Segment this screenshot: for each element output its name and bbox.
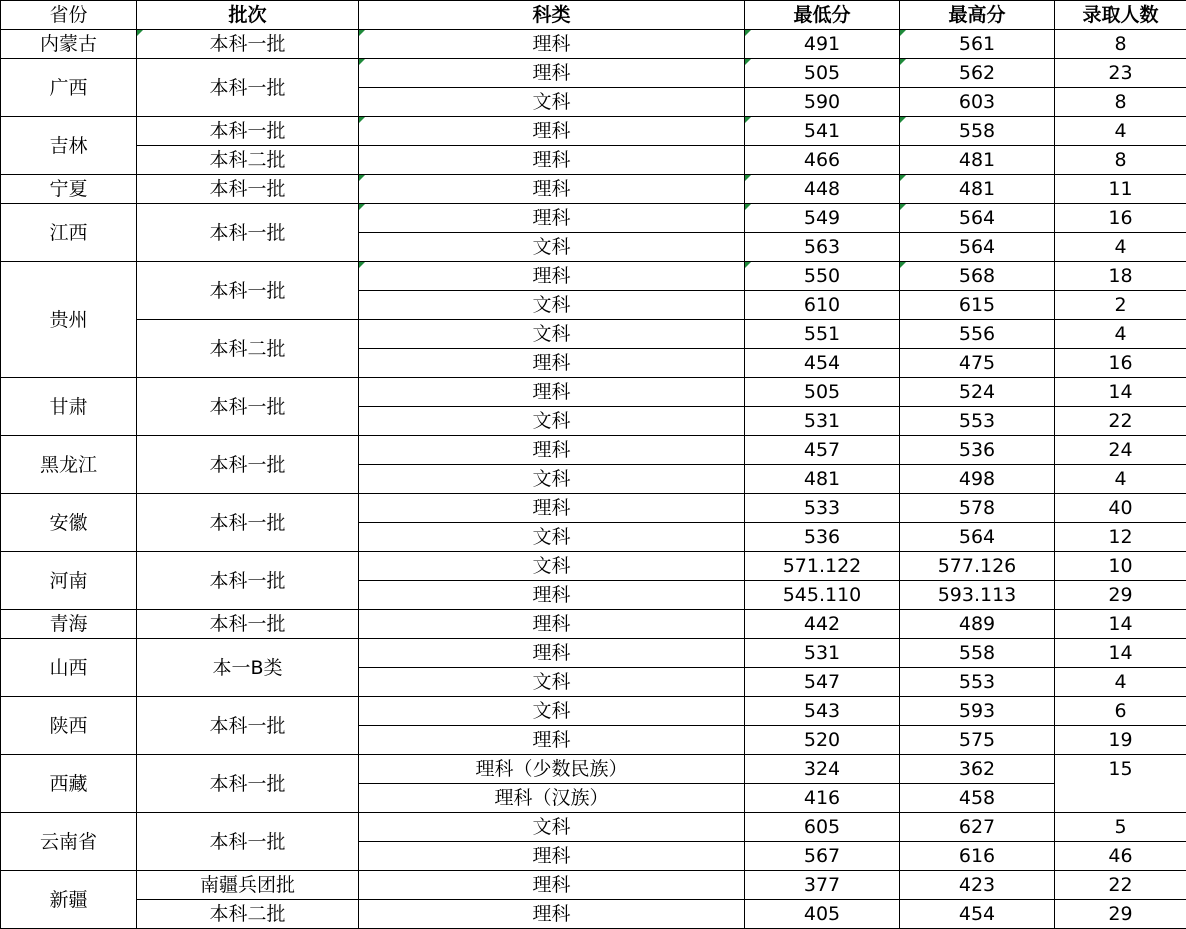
min-score-cell: 531 <box>745 639 900 668</box>
header-subject: 科类 <box>359 1 745 30</box>
subject-cell: 文科 <box>359 813 745 842</box>
province-cell: 贵州 <box>1 262 137 378</box>
max-score-cell: 615 <box>900 291 1055 320</box>
table-row <box>1 262 1186 291</box>
batch-cell: 本科一批 <box>137 117 359 146</box>
province-cell: 青海 <box>1 610 137 639</box>
count-cell: 16 <box>1055 204 1186 233</box>
max-score-cell: 481 <box>900 146 1055 175</box>
province-cell: 云南省 <box>1 813 137 871</box>
batch-cell: 本科一批 <box>137 755 359 813</box>
subject-cell: 理科 <box>359 262 745 291</box>
batch-cell: 本科一批 <box>137 697 359 755</box>
min-score-cell: 545.110 <box>745 581 900 610</box>
min-score-cell: 481 <box>745 465 900 494</box>
count-cell: 8 <box>1055 146 1186 175</box>
count-cell: 29 <box>1055 581 1186 610</box>
province-cell: 西藏 <box>1 755 137 813</box>
min-score-cell: 541 <box>745 117 900 146</box>
province-cell: 山西 <box>1 639 137 697</box>
batch-cell: 本科一批 <box>137 175 359 204</box>
province-cell: 内蒙古 <box>1 30 137 59</box>
max-score-cell: 627 <box>900 813 1055 842</box>
count-cell: 18 <box>1055 262 1186 291</box>
max-score-cell: 568 <box>900 262 1055 291</box>
count-cell: 40 <box>1055 494 1186 523</box>
max-score-cell: 564 <box>900 233 1055 262</box>
batch-cell: 本科二批 <box>137 900 359 929</box>
subject-cell: 理科 <box>359 871 745 900</box>
subject-cell: 理科 <box>359 30 745 59</box>
min-score-cell: 416 <box>745 784 900 813</box>
subject-cell: 理科 <box>359 900 745 929</box>
count-cell: 46 <box>1055 842 1186 871</box>
count-cell: 12 <box>1055 523 1186 552</box>
province-cell: 江西 <box>1 204 137 262</box>
subject-cell: 理科 <box>359 117 745 146</box>
count-cell: 22 <box>1055 871 1186 900</box>
subject-cell: 理科 <box>359 639 745 668</box>
min-score-cell: 547 <box>745 668 900 697</box>
min-score-cell: 466 <box>745 146 900 175</box>
table-row <box>1 494 1186 523</box>
min-score-cell: 571.122 <box>745 552 900 581</box>
min-score-cell: 442 <box>745 610 900 639</box>
count-cell: 14 <box>1055 610 1186 639</box>
header-admitted-count: 录取人数 <box>1055 1 1186 30</box>
count-cell: 22 <box>1055 407 1186 436</box>
table-row <box>1 436 1186 465</box>
subject-cell: 文科 <box>359 668 745 697</box>
min-score-cell: 536 <box>745 523 900 552</box>
subject-cell: 理科 <box>359 494 745 523</box>
subject-cell: 理科 <box>359 59 745 88</box>
max-score-cell: 593 <box>900 697 1055 726</box>
batch-cell: 本科一批 <box>137 494 359 552</box>
count-cell: 15 <box>1055 755 1186 813</box>
max-score-cell: 603 <box>900 88 1055 117</box>
count-cell: 2 <box>1055 291 1186 320</box>
max-score-cell: 564 <box>900 204 1055 233</box>
min-score-cell: 610 <box>745 291 900 320</box>
subject-cell: 理科 <box>359 726 745 755</box>
count-cell: 11 <box>1055 175 1186 204</box>
min-score-cell: 567 <box>745 842 900 871</box>
max-score-cell: 475 <box>900 349 1055 378</box>
batch-cell: 本科一批 <box>137 436 359 494</box>
max-score-cell: 362 <box>900 755 1055 784</box>
min-score-cell: 454 <box>745 349 900 378</box>
min-score-cell: 457 <box>745 436 900 465</box>
max-score-cell: 561 <box>900 30 1055 59</box>
min-score-cell: 563 <box>745 233 900 262</box>
subject-cell: 理科 <box>359 175 745 204</box>
count-cell: 14 <box>1055 378 1186 407</box>
min-score-cell: 520 <box>745 726 900 755</box>
max-score-cell: 423 <box>900 871 1055 900</box>
min-score-cell: 543 <box>745 697 900 726</box>
subject-cell: 文科 <box>359 407 745 436</box>
subject-cell: 理科 <box>359 204 745 233</box>
min-score-cell: 377 <box>745 871 900 900</box>
max-score-cell: 556 <box>900 320 1055 349</box>
count-cell: 24 <box>1055 436 1186 465</box>
subject-cell: 文科 <box>359 465 745 494</box>
batch-cell: 本科一批 <box>137 813 359 871</box>
subject-cell: 理科 <box>359 349 745 378</box>
province-cell: 河南 <box>1 552 137 610</box>
count-cell: 8 <box>1055 88 1186 117</box>
header-min-score: 最低分 <box>745 1 900 30</box>
max-score-cell: 575 <box>900 726 1055 755</box>
count-cell: 14 <box>1055 639 1186 668</box>
subject-cell: 文科 <box>359 88 745 117</box>
batch-cell: 本一B类 <box>137 639 359 697</box>
table-row <box>1 59 1186 88</box>
subject-cell: 理科 <box>359 581 745 610</box>
max-score-cell: 577.126 <box>900 552 1055 581</box>
subject-cell: 理科 <box>359 436 745 465</box>
batch-cell: 本科一批 <box>137 378 359 436</box>
min-score-cell: 505 <box>745 378 900 407</box>
table-row <box>1 175 1186 204</box>
min-score-cell: 590 <box>745 88 900 117</box>
table-row <box>1 552 1186 581</box>
table-row <box>1 378 1186 407</box>
max-score-cell: 593.113 <box>900 581 1055 610</box>
province-cell: 陕西 <box>1 697 137 755</box>
subject-cell: 理科（汉族） <box>359 784 745 813</box>
province-cell: 黑龙江 <box>1 436 137 494</box>
province-cell: 吉林 <box>1 117 137 175</box>
max-score-cell: 489 <box>900 610 1055 639</box>
count-cell: 23 <box>1055 59 1186 88</box>
count-cell: 8 <box>1055 30 1186 59</box>
max-score-cell: 553 <box>900 407 1055 436</box>
count-cell: 4 <box>1055 668 1186 697</box>
max-score-cell: 454 <box>900 900 1055 929</box>
count-cell: 16 <box>1055 349 1186 378</box>
batch-cell: 本科一批 <box>137 262 359 320</box>
batch-cell: 本科一批 <box>137 610 359 639</box>
count-cell: 4 <box>1055 465 1186 494</box>
table-row <box>1 320 1186 349</box>
min-score-cell: 491 <box>745 30 900 59</box>
batch-cell: 本科一批 <box>137 204 359 262</box>
min-score-cell: 533 <box>745 494 900 523</box>
table-row <box>1 610 1186 639</box>
header-province: 省份 <box>1 1 137 30</box>
batch-cell: 南疆兵团批 <box>137 871 359 900</box>
subject-cell: 理科 <box>359 610 745 639</box>
subject-cell: 理科（少数民族） <box>359 755 745 784</box>
max-score-cell: 564 <box>900 523 1055 552</box>
header-max-score: 最高分 <box>900 1 1055 30</box>
min-score-cell: 448 <box>745 175 900 204</box>
min-score-cell: 605 <box>745 813 900 842</box>
count-cell: 10 <box>1055 552 1186 581</box>
max-score-cell: 536 <box>900 436 1055 465</box>
subject-cell: 理科 <box>359 842 745 871</box>
min-score-cell: 531 <box>745 407 900 436</box>
max-score-cell: 553 <box>900 668 1055 697</box>
subject-cell: 文科 <box>359 552 745 581</box>
table-row <box>1 697 1186 726</box>
subject-cell: 文科 <box>359 233 745 262</box>
count-cell: 29 <box>1055 900 1186 929</box>
max-score-cell: 481 <box>900 175 1055 204</box>
subject-cell: 文科 <box>359 697 745 726</box>
min-score-cell: 505 <box>745 59 900 88</box>
batch-cell: 本科一批 <box>137 552 359 610</box>
batch-cell: 本科二批 <box>137 320 359 378</box>
min-score-cell: 551 <box>745 320 900 349</box>
table-row <box>1 900 1186 929</box>
max-score-cell: 562 <box>900 59 1055 88</box>
province-cell: 甘肃 <box>1 378 137 436</box>
min-score-cell: 324 <box>745 755 900 784</box>
batch-cell: 本科二批 <box>137 146 359 175</box>
max-score-cell: 524 <box>900 378 1055 407</box>
batch-cell: 本科一批 <box>137 30 359 59</box>
count-cell: 5 <box>1055 813 1186 842</box>
table-row <box>1 871 1186 900</box>
min-score-cell: 405 <box>745 900 900 929</box>
subject-cell: 文科 <box>359 291 745 320</box>
max-score-cell: 578 <box>900 494 1055 523</box>
count-cell: 4 <box>1055 233 1186 262</box>
max-score-cell: 498 <box>900 465 1055 494</box>
max-score-cell: 558 <box>900 117 1055 146</box>
min-score-cell: 549 <box>745 204 900 233</box>
min-score-cell: 550 <box>745 262 900 291</box>
max-score-cell: 458 <box>900 784 1055 813</box>
count-cell: 6 <box>1055 697 1186 726</box>
max-score-cell: 558 <box>900 639 1055 668</box>
header-batch: 批次 <box>137 1 359 30</box>
max-score-cell: 616 <box>900 842 1055 871</box>
table-row <box>1 204 1186 233</box>
province-cell: 宁夏 <box>1 175 137 204</box>
province-cell: 安徽 <box>1 494 137 552</box>
province-cell: 新疆 <box>1 871 137 929</box>
province-cell: 广西 <box>1 59 137 117</box>
subject-cell: 理科 <box>359 146 745 175</box>
table-row <box>1 30 1186 59</box>
header-row <box>1 1 1186 30</box>
subject-cell: 文科 <box>359 320 745 349</box>
table-row <box>1 639 1186 668</box>
count-cell: 4 <box>1055 117 1186 146</box>
count-cell: 4 <box>1055 320 1186 349</box>
table-row <box>1 755 1186 784</box>
count-cell: 19 <box>1055 726 1186 755</box>
subject-cell: 理科 <box>359 378 745 407</box>
table-row <box>1 813 1186 842</box>
table-row <box>1 146 1186 175</box>
table-row <box>1 117 1186 146</box>
subject-cell: 文科 <box>359 523 745 552</box>
batch-cell: 本科一批 <box>137 59 359 117</box>
